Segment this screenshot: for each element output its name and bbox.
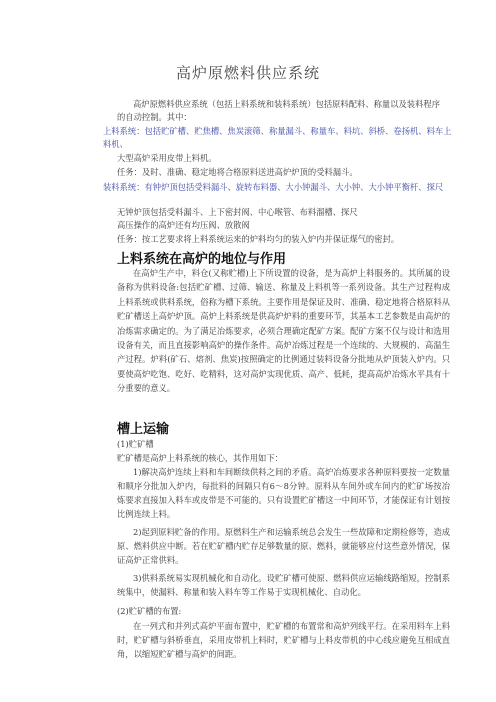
subheading-ore-bin-layout: (2)贮矿槽的布置: [117, 606, 182, 616]
page-title: 高炉原燃料供应系统 [175, 64, 320, 82]
section-heading-upload-role: 上料系统在高炉的地位与作用 [117, 252, 287, 267]
ore-bin-item-3: 3)供料系统易实现机械化和自动化。设贮矿槽可使原、燃料供应运输线路缩短，控制系统集中，使漏料、称量和装入料车等工作易于实现机械化、自动化。 [117, 573, 450, 597]
charge-system-line: 装料系统：有钟炉顶包括受料漏斗、旋转布料器、大小钟漏斗、大小钟、大小钟平衡杆、探尺 [103, 182, 444, 192]
subheading-ore-bin: (1)贮矿槽 [117, 439, 154, 449]
section-upload-role-body: 在高炉生产中，料仓(又称贮槽)上下所设置的设备，是为高炉上料服务的。其所属的设备称为供料设备:包括贮矿槽、过筛、输送、称量及上料机等一系列设备。其生产过程构成上料系统或供料系统，俗称为槽下系统。主要作用是保证及时、准确、稳定地将合格原料从贮矿槽送上高炉炉顶。高炉上料系统是供高炉炉料的重要环节，其基本工艺参数是由高炉的冶炼需求确定的。为了满足冶炼要求，必须合理确定配矿方案。配矿方案不仅与设计和选用设备有关，而且直接影响高炉的操作条件。高炉冶炼过程是一个连续的、大规模的、高温生产过程。炉料(矿石、熔剂、焦炭)按照确定的比例通过装料设备分批地从炉顶装入炉内。只要使高炉吃饱、吃好、吃精料，这对高炉实现优质、高产、低耗，提高高炉冶炼水平具有十分重要的意义。 [117, 268, 450, 394]
upload-system-line-2: 大型高炉采用皮带上料机。 [117, 153, 217, 163]
upload-task: 任务：及时、准确、稳定地将合格原料送进高炉炉顶的受料漏斗。 [117, 167, 358, 177]
charge-system-line-2: 无钟炉顶包括受料漏斗、上下密封阀、中心喉管、布料溜槽、探尺 [117, 207, 358, 217]
section-heading-trough-transport: 槽上运输 [117, 422, 170, 437]
upload-system-line: 上料系统：包括贮矿槽、贮焦槽、焦炭滚筛、称量漏斗、称量车、料坑、斜桥、卷扬机、料车上料机、 [103, 126, 452, 149]
charge-system-line-3: 高压操作的高炉还有均压阀、放散阀 [117, 220, 250, 230]
ore-bin-intro: 贮矿槽是高炉上料系统的核心，其作用如下： [117, 453, 283, 463]
ore-bin-item-1: 1)解决高炉连续上料和车间断续供料之间的矛盾。高炉冶炼要求各种原料要按一定数量和顺序分批加入炉内，每批料的间隔只有6～8分钟。原料从车间外或车间内的贮矿场按冶炼要求直接加入料车或皮带是不可能的。只有设置贮矿槽这一中间环节，才能保证有计划按比例连续上料。 [117, 467, 450, 519]
intro-paragraph: 高炉原燃料供应系统（包括上料系统和装料系统）包括原料配料、称量以及装料程序的自动控制。其中： [117, 99, 440, 122]
ore-bin-layout-body: 在一列式和并列式高炉平面布置中，贮矿槽的布置常和高炉列线平行。在采用料车上料时，贮矿槽与斜桥垂直，采用皮带机上料时，贮矿槽与上料皮带机的中心线应避免互相成直角，以缩短贮矿槽与高炉的间距。 [117, 621, 450, 659]
charge-task: 任务：按工艺要求将上料系统运来的炉料均匀的装入炉内并保证煤气的密封。 [117, 234, 400, 244]
ore-bin-item-2: 2)起到原料贮备的作用。原燃料生产和运输系统总会发生一些故障和定期检修等，造成原、燃料供应中断。若在贮矿槽内贮存足够数量的原、燃料，就能够应付这些意外情况，保证高炉正常供料。 [117, 527, 450, 565]
